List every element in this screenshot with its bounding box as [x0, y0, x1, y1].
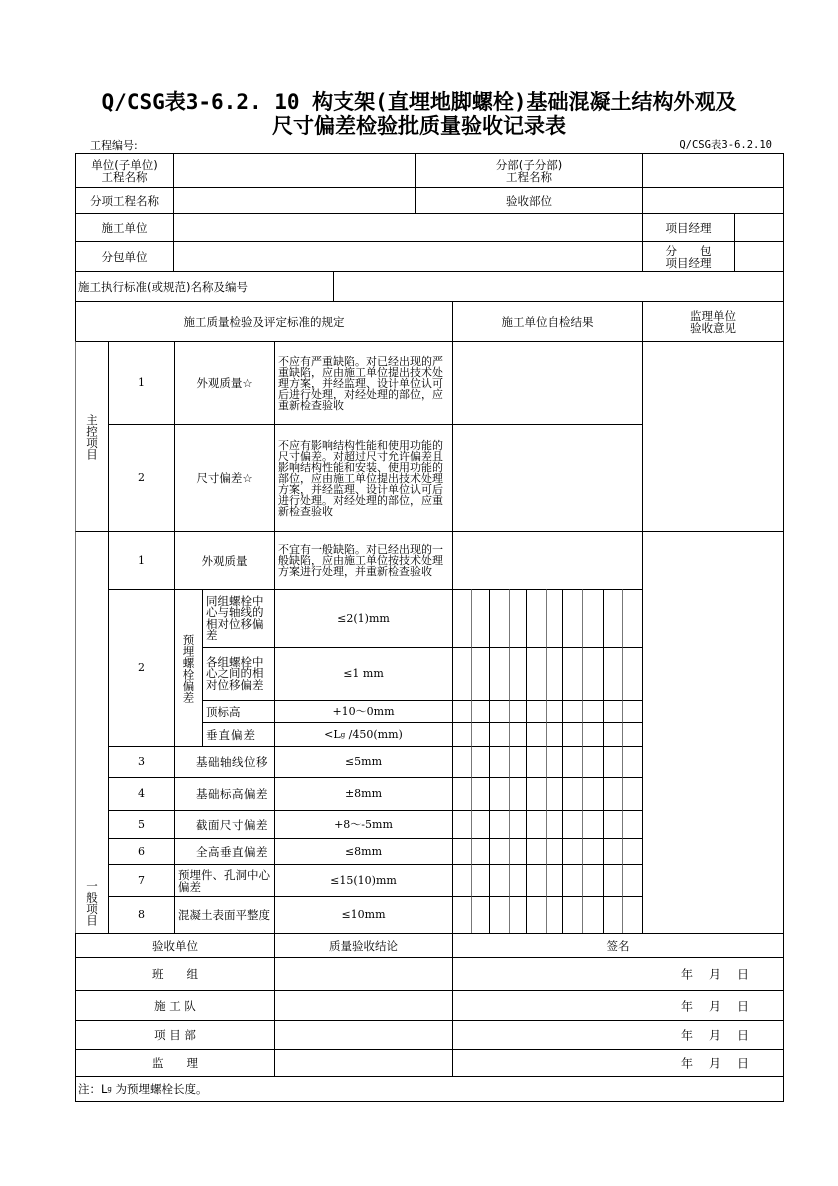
acceptance-part-label: 验收部位 [415, 187, 643, 214]
acceptance-conclusion-team[interactable] [274, 957, 453, 991]
self-check-cell[interactable] [489, 647, 510, 701]
year-label: 年 [681, 1028, 694, 1043]
self-check-cell[interactable] [603, 647, 623, 701]
general-item-7-name: 预埋件、孔洞中心偏差 [174, 864, 275, 897]
general-item-6-no: 6 [108, 838, 175, 865]
self-check-cell[interactable] [582, 589, 604, 648]
self-check-cell[interactable] [582, 838, 604, 865]
general-item-4-name: 基础标高偏差 [174, 777, 275, 811]
self-check-cell[interactable] [452, 700, 472, 723]
self-check-cell[interactable] [622, 864, 643, 897]
self-check-cell[interactable] [582, 647, 604, 701]
general-item-3-no: 3 [108, 746, 175, 778]
self-check-cell[interactable] [582, 864, 604, 897]
footnote-suffix: 为预埋螺栓长度。 [111, 1082, 208, 1096]
self-check-cell[interactable] [526, 722, 547, 747]
acceptance-signature-crew[interactable] [452, 990, 784, 1021]
self-check-cell[interactable] [603, 838, 623, 865]
main-item-2-no: 2 [108, 424, 175, 532]
bolt-sub-3-name: 顶标高 [202, 700, 275, 723]
self-check-cell[interactable] [622, 647, 643, 701]
self-check-cell[interactable] [471, 700, 490, 723]
standard-label: 施工执行标准(或规范)名称及编号 [75, 271, 334, 302]
acceptance-conclusion-project-dept[interactable] [274, 1020, 453, 1050]
self-check-cell[interactable] [509, 700, 527, 723]
bolt-sub-4-name: 垂直偏差 [202, 722, 275, 747]
self-check-cell[interactable] [509, 810, 527, 839]
sub-pm-label [642, 241, 735, 272]
self-check-cell[interactable] [562, 700, 583, 723]
self-check-cell[interactable] [622, 896, 643, 934]
self-check-cell[interactable] [489, 864, 510, 897]
form-title-line1: Q/CSG表3-6.2. 10 构支架(直埋地脚螺栓)基础混凝土结构外观及 [101, 90, 737, 114]
acceptance-unit-crew: 施 工 队 [75, 990, 275, 1021]
self-check-cell[interactable] [546, 838, 563, 865]
main-item-2-self-check[interactable] [452, 424, 643, 532]
self-check-cell[interactable] [603, 810, 623, 839]
self-check-cell[interactable] [452, 647, 472, 701]
self-check-cell[interactable] [603, 589, 623, 648]
bolt-sub-4-standard-suffix: /450(mm) [345, 727, 403, 741]
general-item-7-no: 7 [108, 864, 175, 897]
main-control-label: 主控项目 [85, 413, 99, 460]
self-check-cell[interactable] [526, 746, 547, 778]
self-check-cell[interactable] [582, 896, 604, 934]
self-check-cell[interactable] [471, 864, 490, 897]
general-item-5-name: 截面尺寸偏差 [174, 810, 275, 839]
self-check-cell[interactable] [509, 838, 527, 865]
self-check-cell[interactable] [622, 777, 643, 811]
general-item-1-standard: 不宜有一般缺陷。对已经出现的一般缺陷，应由施工单位按技术处理方案进行处理，并重新检查验收 [274, 531, 453, 590]
self-check-cell[interactable] [471, 589, 490, 648]
self-check-cell[interactable] [562, 722, 583, 747]
division-field[interactable] [642, 153, 784, 188]
contractor-field[interactable] [173, 213, 643, 242]
self-check-cell[interactable] [509, 864, 527, 897]
self-check-cell[interactable] [471, 647, 490, 701]
general-item-7-standard: ≤15(10)mm [274, 864, 453, 897]
sub-pm-field[interactable] [734, 241, 784, 272]
self-check-cell[interactable] [622, 700, 643, 723]
acceptance-signature-supervision[interactable] [452, 1049, 784, 1077]
self-check-cell[interactable] [489, 589, 510, 648]
unit-project-label: 单位(子单位) 工程名称 [75, 153, 174, 188]
self-check-cell[interactable] [546, 722, 563, 747]
self-check-cell[interactable] [562, 838, 583, 865]
month-label: 月 [709, 1028, 722, 1043]
acceptance-header-conclusion: 质量验收结论 [274, 933, 453, 958]
acceptance-signature-team[interactable] [452, 957, 784, 991]
acceptance-unit-team: 班 组 [75, 957, 275, 991]
main-control-group [75, 341, 109, 532]
form-title-line2: 尺寸偏差检验批质量验收记录表 [272, 114, 566, 138]
self-check-cell[interactable] [509, 722, 527, 747]
self-check-cell[interactable] [526, 589, 547, 648]
general-supervisor-opinion[interactable] [642, 531, 784, 934]
main-item-1-name: 外观质量☆ [174, 341, 275, 425]
footnote-sub: g [107, 1085, 112, 1093]
general-item-5-no: 5 [108, 810, 175, 839]
self-check-cell[interactable] [471, 722, 490, 747]
self-check-cell[interactable] [546, 589, 563, 648]
year-label: 年 [681, 1056, 694, 1071]
sub-pm-label-line2: 项目经理 [665, 255, 712, 270]
general-item-1-name: 外观质量 [174, 531, 275, 590]
main-item-2-name: 尺寸偏差☆ [174, 424, 275, 532]
self-check-cell[interactable] [471, 896, 490, 934]
self-check-cell[interactable] [509, 777, 527, 811]
general-item-8-name: 混凝土表面平整度 [174, 896, 275, 934]
self-check-cell[interactable] [471, 777, 490, 811]
self-check-cell[interactable] [509, 589, 527, 648]
main-item-2-standard: 不应有影响结构性能和使用功能的尺寸偏差。对超过尺寸允许偏差且影响结构性能和安装、使用功能的部位，应由施工单位提出技术处理方案，并经监理、设计单位认可后进行处理。对经处理的部位，应重新检查验收 [274, 424, 453, 532]
contractor-label: 施工单位 [75, 213, 174, 242]
bolt-sub-4-standard [274, 722, 453, 747]
self-check-cell[interactable] [452, 746, 472, 778]
subitem-label: 分项工程名称 [75, 187, 174, 214]
self-check-cell[interactable] [471, 746, 490, 778]
month-label: 月 [709, 999, 722, 1013]
self-check-cell[interactable] [546, 896, 563, 934]
general-item-1-no: 1 [108, 531, 175, 590]
self-check-cell[interactable] [603, 700, 623, 723]
bolt-sub-2-standard: ≤1 mm [274, 647, 453, 701]
month-label: 月 [709, 967, 722, 982]
bolt-sub-4-standard-sub: g [340, 730, 346, 739]
self-check-cell[interactable] [471, 810, 490, 839]
self-check-cell[interactable] [562, 746, 583, 778]
self-check-cell[interactable] [452, 777, 472, 811]
self-check-cell[interactable] [509, 746, 527, 778]
general-item-1-self-check[interactable] [452, 531, 643, 590]
self-check-cell[interactable] [526, 700, 547, 723]
self-check-cell[interactable] [526, 838, 547, 865]
bolt-sub-3-standard: +10～0mm [274, 700, 453, 723]
main-control-supervisor-opinion[interactable] [642, 341, 784, 532]
bolt-sub-4-standard-prefix: <L [324, 727, 341, 741]
self-check-cell[interactable] [582, 700, 604, 723]
self-check-cell[interactable] [546, 647, 563, 701]
acceptance-conclusion-supervision[interactable] [274, 1049, 453, 1077]
self-check-cell[interactable] [582, 810, 604, 839]
spec-header: 施工质量检验及评定标准的规定 [75, 301, 453, 342]
footnote-prefix: 注：L [78, 1082, 108, 1096]
self-check-header: 施工单位自检结果 [452, 301, 643, 342]
self-check-cell[interactable] [526, 647, 547, 701]
day-label: 日 [737, 1028, 750, 1043]
self-check-cell[interactable] [452, 838, 472, 865]
acceptance-unit-supervision: 监 理 [75, 1049, 275, 1077]
self-check-cell[interactable] [489, 896, 510, 934]
footnote [75, 1076, 784, 1102]
self-check-cell[interactable] [582, 746, 604, 778]
subcontractor-field[interactable] [173, 241, 643, 272]
bolt-sub-1-name: 同组螺栓中心与轴线的相对位移偏差 [202, 589, 275, 648]
general-label: 一般项目 [85, 879, 99, 926]
project-no-label: 工程编号: [90, 139, 138, 152]
general-item-8-no: 8 [108, 896, 175, 934]
self-check-cell[interactable] [546, 777, 563, 811]
self-check-cell[interactable] [452, 864, 472, 897]
self-check-cell[interactable] [562, 777, 583, 811]
self-check-cell[interactable] [622, 810, 643, 839]
self-check-cell[interactable] [546, 864, 563, 897]
subitem-field[interactable] [173, 187, 416, 214]
self-check-cell[interactable] [509, 647, 527, 701]
general-item-3-standard: ≤5mm [274, 746, 453, 778]
pm-field[interactable] [734, 213, 784, 242]
self-check-cell[interactable] [452, 810, 472, 839]
main-item-1-self-check[interactable] [452, 341, 643, 425]
self-check-cell[interactable] [452, 896, 472, 934]
self-check-cell[interactable] [471, 838, 490, 865]
self-check-cell[interactable] [562, 864, 583, 897]
self-check-cell[interactable] [526, 896, 547, 934]
self-check-cell[interactable] [526, 864, 547, 897]
general-item-2-no: 2 [108, 589, 175, 747]
general-item-8-standard: ≤10mm [274, 896, 453, 934]
year-label: 年 [681, 999, 694, 1013]
acceptance-header-signature: 签名 [452, 933, 784, 958]
self-check-cell[interactable] [603, 777, 623, 811]
self-check-cell[interactable] [526, 777, 547, 811]
day-label: 日 [737, 1056, 750, 1071]
general-item-6-name: 全高垂直偏差 [174, 838, 275, 865]
self-check-cell[interactable] [582, 722, 604, 747]
acceptance-header-unit: 验收单位 [75, 933, 275, 958]
acceptance-conclusion-crew[interactable] [274, 990, 453, 1021]
general-item-2-group-label: 预埋螺栓偏差 [181, 633, 196, 703]
self-check-cell[interactable] [489, 777, 510, 811]
self-check-cell[interactable] [452, 589, 472, 648]
self-check-cell[interactable] [489, 838, 510, 865]
standard-field[interactable] [333, 271, 784, 302]
sub-pm-label-line1: 分 包 [665, 243, 712, 258]
self-check-cell[interactable] [546, 810, 563, 839]
self-check-cell[interactable] [603, 896, 623, 934]
unit-project-field[interactable] [173, 153, 416, 188]
self-check-cell[interactable] [509, 896, 527, 934]
self-check-cell[interactable] [489, 746, 510, 778]
self-check-cell[interactable] [582, 777, 604, 811]
general-group [75, 531, 109, 934]
subcontractor-label: 分包单位 [75, 241, 174, 272]
year-label: 年 [681, 967, 694, 982]
self-check-cell[interactable] [562, 589, 583, 648]
self-check-cell[interactable] [526, 810, 547, 839]
self-check-cell[interactable] [489, 722, 510, 747]
pm-label: 项目经理 [642, 213, 735, 242]
month-label: 月 [709, 1056, 722, 1071]
self-check-cell[interactable] [603, 864, 623, 897]
acceptance-signature-project-dept[interactable] [452, 1020, 784, 1050]
day-label: 日 [737, 999, 750, 1013]
self-check-cell[interactable] [546, 746, 563, 778]
self-check-cell[interactable] [603, 746, 623, 778]
self-check-cell[interactable] [622, 722, 643, 747]
acceptance-unit-project-dept: 项 目 部 [75, 1020, 275, 1050]
self-check-cell[interactable] [603, 722, 623, 747]
general-item-3-name: 基础轴线位移 [174, 746, 275, 778]
general-item-2-group [174, 589, 203, 747]
main-item-1-no: 1 [108, 341, 175, 425]
acceptance-part-field[interactable] [642, 187, 784, 214]
supervisor-header: 监理单位 验收意见 [642, 301, 784, 342]
general-item-4-standard: ±8mm [274, 777, 453, 811]
self-check-cell[interactable] [622, 838, 643, 865]
self-check-cell[interactable] [562, 810, 583, 839]
general-item-5-standard: +8～-5mm [274, 810, 453, 839]
day-label: 日 [737, 967, 750, 982]
bolt-sub-1-standard: ≤2(1)mm [274, 589, 453, 648]
self-check-cell[interactable] [452, 722, 472, 747]
self-check-cell[interactable] [546, 700, 563, 723]
bolt-sub-2-name: 各组螺栓中心之间的相对位移偏差 [202, 647, 275, 701]
main-item-1-standard: 不应有严重缺陷。对已经出现的严重缺陷，应由施工单位提出技术处理方案，并经监理、设计单位认可后进行处理，对经处理的部位，应重新检查验收 [274, 341, 453, 425]
self-check-cell[interactable] [622, 589, 643, 648]
general-item-4-no: 4 [108, 777, 175, 811]
form-code: Q/CSG表3-6.2.10 [679, 139, 772, 151]
self-check-cell[interactable] [562, 647, 583, 701]
self-check-cell[interactable] [622, 746, 643, 778]
self-check-cell[interactable] [489, 810, 510, 839]
self-check-cell[interactable] [562, 896, 583, 934]
general-item-6-standard: ≤8mm [274, 838, 453, 865]
self-check-cell[interactable] [489, 700, 510, 723]
division-label: 分部(子分部) 工程名称 [415, 153, 643, 188]
